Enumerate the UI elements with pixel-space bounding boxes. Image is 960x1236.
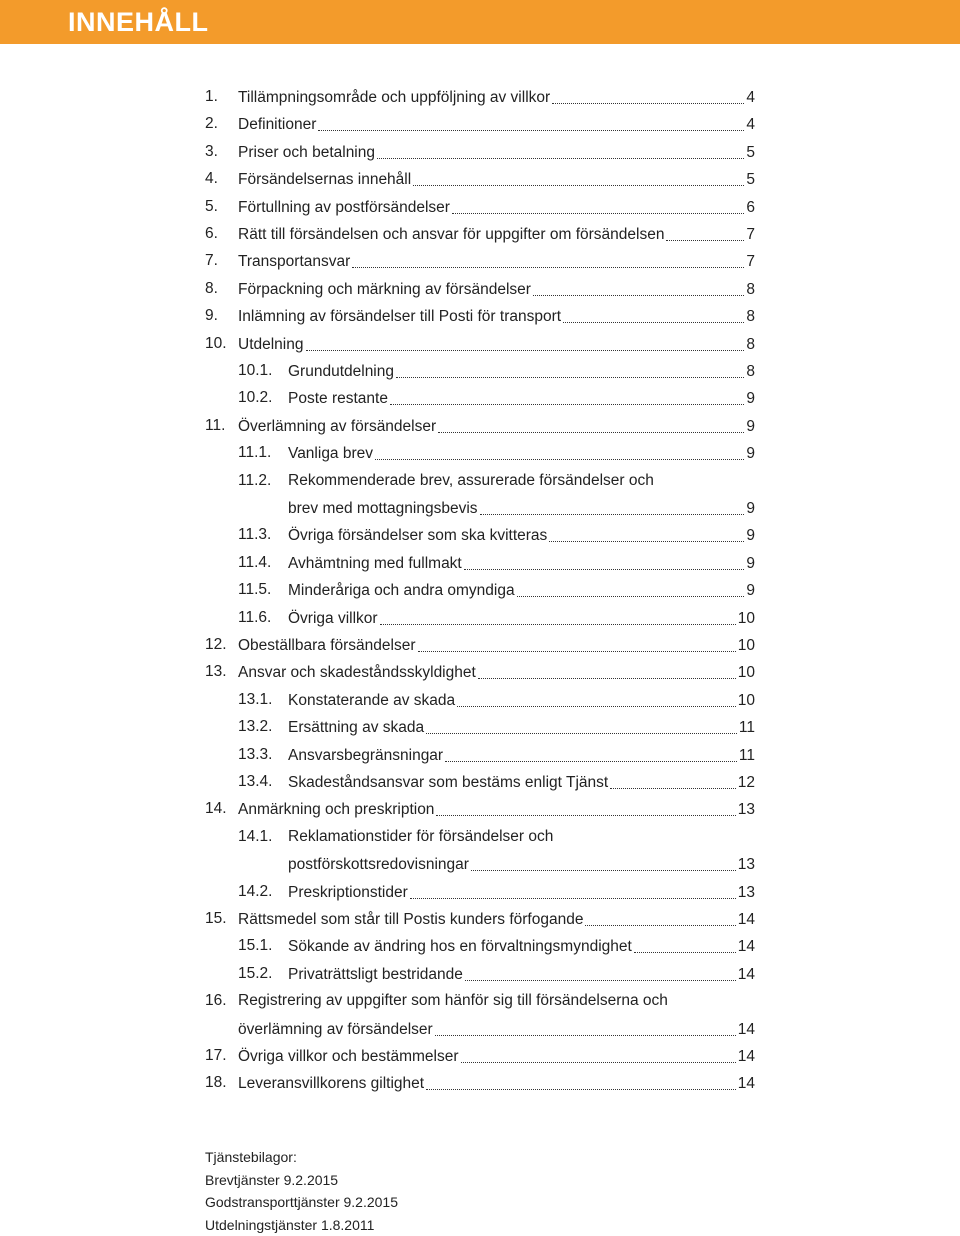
toc-title: Transportansvar: [238, 253, 351, 271]
appendix-item: Godstransporttjänster 9.2.2015: [205, 1194, 399, 1210]
toc-dot-leader: [452, 211, 744, 214]
toc-dot-leader: [461, 1060, 736, 1063]
toc-number: 11.4.: [238, 553, 272, 571]
toc-title: Försändelsernas innehåll: [238, 171, 412, 189]
toc-title: Priser och betalning: [238, 143, 375, 161]
toc-entry[interactable]: [288, 964, 755, 986]
toc-title: Rätt till försändelsen och ansvar för uppgifter om försändelsen: [238, 226, 665, 243]
toc-page-number: 10: [737, 691, 755, 709]
toc-number: 14.1.: [238, 827, 273, 845]
toc-dot-leader: [377, 156, 744, 159]
toc-entry[interactable]: [288, 772, 755, 794]
toc-number: 8.: [205, 279, 218, 297]
toc-number: 2.: [205, 115, 218, 133]
toc-title: Definitioner: [238, 116, 317, 134]
toc-number: 15.2.: [238, 964, 273, 982]
toc-page-number: 8: [746, 335, 755, 353]
toc-title: Anmärkning och preskription: [238, 801, 435, 819]
toc-dot-leader: [318, 128, 744, 131]
toc-dot-leader: [380, 622, 736, 625]
toc-entry[interactable]: [288, 443, 755, 465]
toc-title-line: Registrering av uppgifter som hänför sig till försändelserna och: [238, 992, 668, 1010]
toc-title: Ansvarsbegränsningar: [288, 746, 444, 764]
toc-dot-leader: [435, 1033, 736, 1036]
toc-number: 14.: [205, 800, 227, 818]
toc-number: 11.3.: [238, 526, 272, 544]
toc-number: 16.: [205, 992, 227, 1010]
toc-page-number: 5: [746, 171, 755, 189]
toc-dot-leader: [410, 896, 736, 899]
toc-title: Vanliga brev: [288, 445, 374, 463]
toc-number: 11.5.: [238, 581, 272, 599]
toc-dot-leader: [352, 265, 744, 268]
toc-entry[interactable]: [238, 306, 755, 328]
toc-page-number: 12: [737, 774, 755, 791]
toc-page-number: 8: [746, 280, 755, 298]
toc-title: Rättsmedel som står till Postis kunders förfogande: [238, 911, 584, 928]
toc-entry[interactable]: [288, 361, 755, 383]
toc-dot-leader: [478, 676, 736, 679]
toc-number: 15.1.: [238, 937, 273, 955]
toc-dot-leader: [533, 293, 744, 296]
toc-number: 9.: [205, 307, 218, 325]
toc-page-number: 7: [746, 253, 755, 271]
toc-number: 12.: [205, 636, 227, 653]
toc-title: Obeställbara försändelser: [238, 637, 416, 654]
toc-page-number: 13: [737, 801, 755, 819]
toc-dot-leader: [471, 868, 736, 871]
toc-number: 18.: [205, 1074, 227, 1092]
toc-number: 14.2.: [238, 882, 273, 900]
toc-dot-leader: [517, 594, 745, 597]
toc-title: Sökande av ändring hos en förvaltningsmyndighet: [288, 938, 632, 956]
toc-number: 13.2.: [238, 718, 273, 736]
toc-page-number: 11: [738, 719, 755, 737]
toc-title: Övriga försändelser som ska kvitteras: [288, 527, 548, 545]
toc-entry[interactable]: [238, 197, 755, 219]
toc-dot-leader: [438, 430, 744, 433]
toc-entry[interactable]: [238, 279, 755, 301]
toc-number: 11.2.: [238, 471, 272, 489]
toc-dot-leader: [480, 512, 745, 515]
toc-number: 11.1.: [238, 444, 272, 462]
toc-title: Leveransvillkorens giltighet: [238, 1075, 425, 1093]
toc-dot-leader: [426, 1087, 736, 1090]
toc-entry[interactable]: [238, 909, 755, 931]
toc-title: Privaträttsligt bestridande: [288, 965, 463, 983]
toc-entry[interactable]: [288, 936, 755, 958]
toc-entry[interactable]: [238, 635, 755, 657]
toc-entry[interactable]: [238, 662, 755, 684]
toc-dot-leader: [375, 457, 744, 460]
toc-page-number: 9: [746, 527, 755, 545]
toc-page-number: 8: [746, 363, 755, 380]
toc-title: Tillämpningsområde och uppföljning av villkor: [238, 89, 551, 106]
toc-title-line: Reklamationstider för försändelser och: [288, 827, 554, 845]
toc-entry[interactable]: [238, 1019, 755, 1041]
toc-entry[interactable]: [288, 854, 755, 876]
toc-dot-leader: [457, 704, 736, 707]
toc-number: 10.: [205, 334, 227, 352]
toc-entry[interactable]: [288, 608, 755, 630]
toc-dot-leader: [413, 183, 744, 186]
toc-page-number: 8: [746, 308, 755, 326]
toc-dot-leader: [436, 813, 735, 816]
toc-entry[interactable]: [238, 251, 755, 273]
toc-page-number: 10: [737, 664, 755, 682]
toc-entry[interactable]: [288, 717, 755, 739]
toc-entry[interactable]: [238, 114, 755, 136]
toc-page-number: 13: [737, 883, 755, 901]
toc-title: Förtullning av postförsändelser: [238, 198, 450, 216]
toc-page-number: 14: [737, 965, 755, 983]
toc-number: 13.3.: [238, 745, 273, 763]
toc-number: 15.: [205, 910, 227, 927]
toc-dot-leader: [465, 978, 736, 981]
toc-page-number: 14: [737, 1020, 755, 1038]
toc-dot-leader: [418, 649, 736, 652]
toc-dot-leader: [634, 950, 736, 953]
toc-dot-leader: [563, 320, 744, 323]
toc-title: Förpackning och märkning av försändelser: [238, 280, 531, 298]
toc-page-number: 4: [746, 116, 755, 134]
toc-page-number: 14: [737, 911, 755, 928]
toc-dot-leader: [549, 539, 744, 542]
toc-page-number: 14: [737, 1075, 755, 1093]
toc-number: 13.: [205, 663, 227, 681]
toc-number: 7.: [205, 252, 218, 270]
toc-title: överlämning av försändelser: [238, 1020, 433, 1038]
toc-dot-leader: [585, 923, 735, 926]
toc-number: 17.: [205, 1047, 227, 1064]
toc-title: Minderåriga och andra omyndiga: [288, 582, 515, 600]
toc-dot-leader: [445, 759, 737, 762]
toc-title: Grundutdelning: [288, 363, 394, 380]
toc-title: Överlämning av försändelser: [238, 417, 437, 435]
toc-number: 10.1.: [238, 362, 273, 379]
toc-page-number: 7: [746, 226, 755, 243]
toc-title: Poste restante: [288, 390, 388, 408]
toc-page-number: 9: [746, 390, 755, 408]
page-title: INNEHÅLL: [68, 7, 209, 37]
toc-title: Konstaterande av skada: [288, 691, 456, 709]
toc-title: Skadeståndsansvar som bestäms enligt Tjänst: [288, 774, 609, 791]
toc-page-number: 10: [737, 637, 755, 654]
toc-entry[interactable]: [238, 334, 755, 356]
toc-number: 13.1.: [238, 690, 273, 708]
toc-title: postförskottsredovisningar: [288, 856, 469, 874]
toc-entry[interactable]: [288, 690, 755, 712]
toc-number: 10.2.: [238, 389, 273, 407]
toc-page-number: 9: [746, 554, 755, 572]
toc-number: 3.: [205, 142, 218, 160]
toc-dot-leader: [306, 348, 745, 351]
toc-page-number: 4: [746, 89, 755, 106]
toc-title: Övriga villkor och bestämmelser: [238, 1048, 459, 1065]
toc-dot-leader: [610, 786, 736, 789]
toc-page-number: 9: [746, 582, 755, 600]
toc-entry[interactable]: [238, 87, 755, 109]
toc-entry[interactable]: [288, 882, 755, 904]
toc-title: Inlämning av försändelser till Posti för transport: [238, 308, 562, 326]
toc-dot-leader: [464, 567, 745, 570]
toc-title: Ansvar och skadeståndsskyldighet: [238, 664, 476, 682]
appendix-list: [205, 1146, 398, 1236]
toc-entry[interactable]: [288, 553, 755, 575]
toc-page-number: 5: [746, 143, 755, 161]
toc-entry[interactable]: [288, 580, 755, 602]
toc-title: Avhämtning med fullmakt: [288, 554, 462, 572]
toc-number: 1.: [205, 88, 218, 105]
toc-entry[interactable]: [238, 1046, 755, 1068]
toc-entry[interactable]: [238, 416, 755, 438]
header-bar: [0, 0, 960, 44]
toc-page-number: 9: [746, 417, 755, 435]
toc-title: Preskriptionstider: [288, 883, 408, 901]
toc-dot-leader: [426, 731, 737, 734]
toc-entry[interactable]: [238, 1073, 755, 1095]
toc-page-number: 9: [746, 445, 755, 463]
toc-dot-leader: [390, 402, 744, 405]
toc-title: brev med mottagningsbevis: [288, 500, 478, 517]
toc-page-number: 13: [737, 856, 755, 874]
appendix-heading: Tjänstebilagor:: [205, 1149, 297, 1165]
toc-number: 5.: [205, 197, 218, 215]
toc-entry[interactable]: [288, 745, 755, 767]
toc-entry[interactable]: [238, 142, 755, 164]
toc-number: 11.6.: [238, 608, 272, 626]
toc-page-number: 14: [737, 1048, 755, 1065]
toc-entry[interactable]: [288, 388, 755, 410]
toc-dot-leader: [552, 101, 744, 104]
toc-number: 6.: [205, 225, 218, 242]
toc-page-number: 9: [746, 500, 755, 517]
toc-entry[interactable]: [238, 224, 755, 246]
toc-title-line: Rekommenderade brev, assurerade försändelser och: [288, 471, 654, 489]
toc-page-number: 10: [737, 609, 755, 627]
appendix-item: Brevtjänster 9.2.2015: [205, 1171, 339, 1188]
toc-number: 13.4.: [238, 773, 273, 790]
toc-dot-leader: [396, 375, 744, 378]
toc-entry[interactable]: [238, 799, 755, 821]
toc-page-number: 11: [738, 746, 755, 764]
toc-entry[interactable]: [238, 169, 755, 191]
toc-entry[interactable]: [288, 525, 755, 547]
toc-title: Övriga villkor: [288, 609, 378, 627]
toc-title: Utdelning: [238, 335, 304, 353]
toc-number: 11.: [205, 416, 226, 434]
toc-dot-leader: [666, 238, 744, 241]
toc-title: Ersättning av skada: [288, 719, 425, 737]
toc-number: 4.: [205, 170, 218, 188]
toc-entry[interactable]: [288, 498, 755, 520]
appendix-item: Utdelningstjänster 1.8.2011: [205, 1216, 375, 1233]
toc-page-number: 6: [746, 198, 755, 216]
toc-page-number: 14: [737, 938, 755, 956]
